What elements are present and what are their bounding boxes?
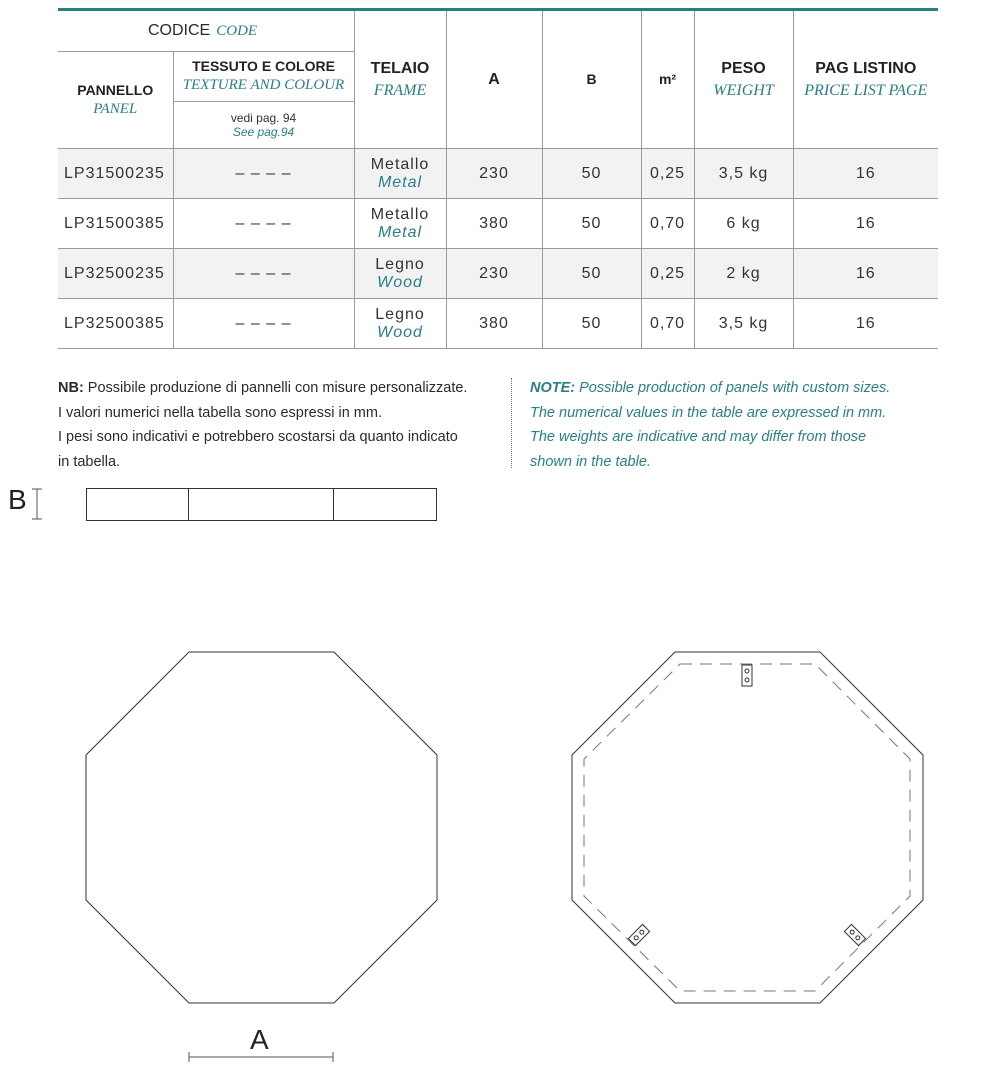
weight-cell: 2 kg [694,249,793,299]
m2-cell: 0,70 [641,199,694,249]
texture-header: TESSUTO E COLORE TEXTURE AND COLOUR [173,52,354,102]
code-cell: LP32500385 [58,299,173,349]
texture-cell: – – – – [173,199,354,249]
code-cell: LP32500235 [58,249,173,299]
nb-label: NB: [58,380,84,396]
weight-cell: 3,5 kg [694,149,793,199]
a-cell: 230 [446,149,542,199]
weight-header: PESO WEIGHT [694,10,793,149]
texture-note: vedi pag. 94 See pag.94 [173,101,354,149]
a-cell: 380 [446,199,542,249]
b-cell: 50 [542,249,641,299]
a-cell: 230 [446,249,542,299]
front-octagon [86,652,437,1003]
dimension-b-marker [32,489,42,519]
note-line: Possibile produzione di pannelli con misure personalizzate. [83,380,468,396]
texture-cell: – – – – [173,149,354,199]
texture-cell: – – – – [173,299,354,349]
m2-cell: 0,70 [641,299,694,349]
b-cell: 50 [542,199,641,249]
page-cell: 16 [793,249,938,299]
weight-cell: 3,5 kg [694,299,793,349]
frame-cell: Legno Wood [354,299,446,349]
page-cell: 16 [793,149,938,199]
dimension-b-label: B [8,484,27,515]
frame-cell: Metallo Metal [354,149,446,199]
code-cell: LP31500235 [58,149,173,199]
b-header: B [542,10,641,149]
note-line: I valori numerici nella tabella sono espressi in mm. [58,404,382,421]
side-view [87,488,437,521]
mounting-bracket-icon [742,665,752,686]
page-cell: 16 [793,299,938,349]
note-line: I pesi sono indicativi e potrebbero scostarsi da quanto indicato [58,429,458,445]
page-cell: 16 [793,199,938,249]
note-line: The weights are indicative and may differ from those [530,429,867,445]
a-header: A [446,10,542,149]
price-list-header: PAG LISTINO PRICE LIST PAGE [793,10,938,149]
frame-cell: Legno Wood [354,249,446,299]
note-line: The numerical values in the table are expressed in mm. [530,404,887,421]
panel-header: PANNELLO PANEL [58,52,173,149]
note-line: in tabella. [58,453,121,470]
b-cell: 50 [542,299,641,349]
note-label: NOTE: [530,380,576,396]
frame-cell: Metallo Metal [354,199,446,249]
b-cell: 50 [542,149,641,199]
dimension-a-label: A [250,1024,269,1055]
code-header: CODICE CODE [58,10,354,52]
a-cell: 380 [446,299,542,349]
texture-cell: – – – – [173,249,354,299]
mounting-bracket-icon [844,924,865,945]
code-cell: LP31500385 [58,199,173,249]
frame-header: TELAIO FRAME [354,10,446,149]
note-line: shown in the table. [530,453,651,470]
m2-cell: 0,25 [641,249,694,299]
weight-cell: 6 kg [694,199,793,249]
m2-cell: 0,25 [641,149,694,199]
back-octagon [572,652,923,1003]
m2-header: m² [641,10,694,149]
note-line: Possible production of panels with custom sizes. [575,380,891,396]
